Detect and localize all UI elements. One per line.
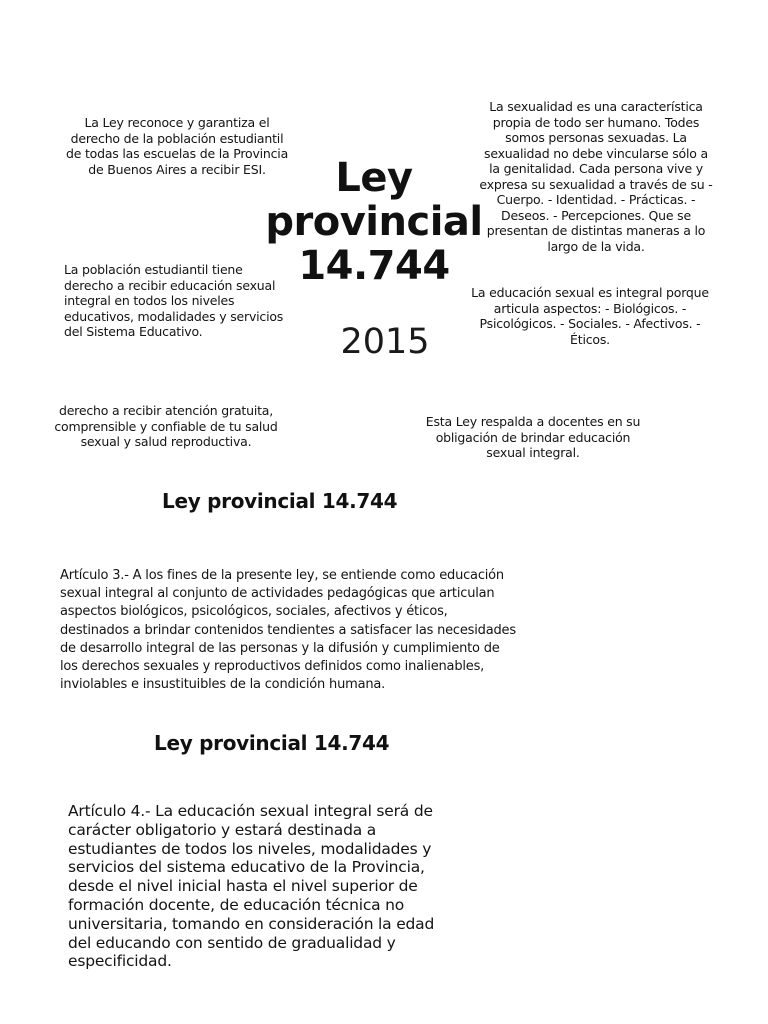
year-label: 2015 xyxy=(340,322,430,362)
note-ley-reconoce: La Ley reconoce y garantiza el derecho de la población estudiantil de todas las escuelas de la Provincia de Buenos Aires a recibir ESI. xyxy=(65,115,289,177)
main-title: Ley provincial 14.744 xyxy=(265,155,483,289)
note-atencion-gratuita: derecho a recibir atención gratuita, comprensible y confiable de tu salud sexual y salud reproductiva. xyxy=(54,403,278,449)
note-educacion-integral: La educación sexual es integral porque articula aspectos: - Biológicos. - Psicológicos. - Sociales. - Afectivos. - Éticos. xyxy=(471,285,709,347)
note-poblacion-estudiantil: La población estudiantil tiene derecho a recibir educación sexual integral en todos los niveles educativos, modalidades y servicios del Sistema Educativo. xyxy=(64,262,284,339)
article-3-text: Artículo 3.- A los fines de la presente ley, se entiende como educación sexual integral al conjunto de actividades pedagógicas que articulan aspectos biológicos, psicológicos, sociales, afectivos y éticos, destinados a brindar contenidos tendientes a satisfacer las necesidades de desarrollo integral de las personas y la difusión y cumplimiento de los derechos sexuales y reproductivos definidos como inalienables, inviolables e insustituibles de la condición humana. xyxy=(60,568,516,693)
article-4-text: Artículo 4.- La educación sexual integral será de carácter obligatorio y estará destinada a estudiantes de todos los niveles, modalidades y servicios del sistema educativo de la Provincia, desde el nivel inicial hasta el nivel superior de formación docente, de educación técnica no universitaria, tomando en consideración la edad del educando con sentido de gradualidad y especificidad. xyxy=(68,802,435,971)
note-respaldo-docentes: Esta Ley respalda a docentes en su obligación de brindar educación sexual integral. xyxy=(425,414,641,460)
article-3-heading: Ley provincial 14.744 xyxy=(162,489,398,513)
note-sexualidad: La sexualidad es una característica propia de todo ser humano. Todes somos personas sexuadas. La sexualidad no debe vincularse sólo a la genitalidad. Cada persona vive y expresa su sexualidad a través de su - Cuerpo. - Identidad. - Prácticas. - Deseos. - Percepciones. Que se presentan de distintas maneras a lo largo de la vida. xyxy=(479,99,713,254)
article-4-heading: Ley provincial 14.744 xyxy=(154,731,390,755)
